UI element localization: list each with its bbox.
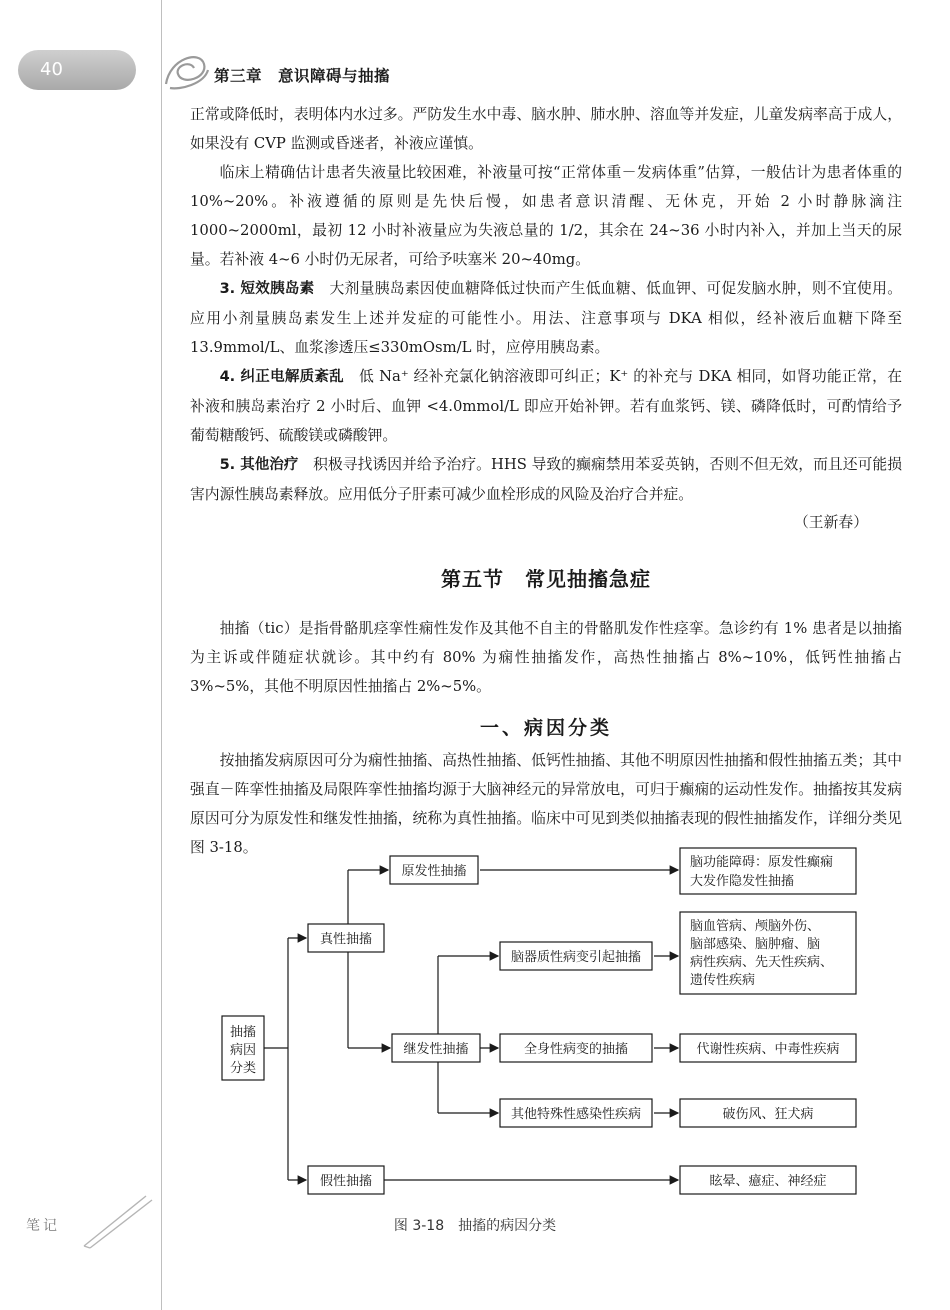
label-false: 假性抽搐 (319, 1174, 373, 1189)
paragraph-fluid-estimate: 临床上精确估计患者失液量比较困难，补液量可按“正常体重－发病体重”估算，一般估计为患者体重的 10%~20%。补液遵循的原则是先快后慢，如患者意识清醒、无休克，开始 2 小时静脉滴注 1000~2000ml，最初 12 小时补液量应为失液总量的 1/2，其余在 24~36 小时内补入，并加上当天的尿量。若补液 4~6 小时仍无尿者，可给予呋塞米 20~40mg。 (190, 164, 902, 268)
author-signature: （王新春） (794, 514, 868, 531)
primary-result-line-1: 脑功能障碍：原发性癫痫 (690, 855, 834, 870)
chapter-title: 第三章 意识障碍与抽搐 (214, 67, 391, 85)
paragraph-other-treatment-text: 积极寻找诱因并给予治疗。HHS 导致的癫痫禁用苯妥英钠，否则不但无效，而且还可能损害内源性胰岛素释放。应用低分子肝素可减少血栓形成的风险及治疗合并症。 (190, 456, 902, 503)
brain-result-line-2: 脑部感染、脑肿瘤、脑 (690, 937, 821, 952)
figure-caption: 图 3-18 抽搐的病因分类 (393, 1218, 557, 1234)
infection-result: 破伤风、狂犬病 (722, 1107, 814, 1122)
etiology-diagram (218, 840, 868, 1200)
page-number-badge (18, 50, 136, 90)
label-brain: 脑器质性病变引起抽搐 (510, 950, 642, 965)
section-title: 第五节 常见抽搐急症 (441, 567, 651, 591)
label-infection: 其他特殊性感染性疾病 (510, 1107, 642, 1122)
notes-label: 笔记 (26, 1218, 60, 1234)
systemic-result: 代谢性疾病、中毒性疾病 (696, 1042, 840, 1057)
false-result: 眩晕、癔症、神经症 (709, 1174, 827, 1189)
primary-result-line-2: 大发作隐发性抽搐 (690, 874, 795, 889)
label-true: 真性抽搐 (319, 932, 373, 947)
swirl-logo-icon (160, 46, 212, 92)
root-line-2: 病因 (229, 1043, 257, 1058)
paragraph-electrolyte-text: 低 Na⁺ 经补充氯化钠溶液即可纠正；K⁺ 的补充与 DKA 相同，如肾功能正常，在补液和胰岛素治疗 2 小时后、血钾 <4.0mmol/L 即应开始补钾。若有血浆钙、镁、磷降低时，可酌情给予葡萄糖酸钙、硫酸镁或磷酸钾。 (190, 368, 902, 444)
root-line-1: 抽搐 (229, 1025, 257, 1040)
pencil-icon (78, 1190, 158, 1250)
heading-other-treatment: 5. 其他治疗 (219, 457, 299, 473)
paragraph-other-treatment (190, 450, 902, 509)
paragraph-continuation: 正常或降低时，表明体内水过多。严防发生水中毒、脑水肿、肺水肿、溶血等并发症，儿童发病率高于成人，如果没有 CVP 监测或昏迷者，补液应谨慎。 (190, 106, 902, 152)
label-systemic: 全身性病变的抽搐 (523, 1042, 629, 1057)
page-number: 40 (40, 59, 63, 80)
subsection-title: 一、病因分类 (479, 717, 612, 739)
paragraph-tic-definition: 抽搐（tic）是指骨骼肌痉挛性痫性发作及其他不自主的骨骼肌发作性痉挛。急诊约有 1% 患者是以抽搐为主诉或伴随症状就诊。其中约有 80% 为痫性抽搐发作，高热性抽搐占 8%~10%，低钙性抽搐占 3%~5%，其他不明原因性抽搐占 2%~5%。 (190, 620, 902, 695)
paragraph-etiology: 按抽搐发病原因可分为痫性抽搐、高热性抽搐、低钙性抽搐、其他不明原因性抽搐和假性抽搐五类；其中强直－阵挛性抽搐及局限阵挛性抽搐均源于大脑神经元的异常放电，可归于癫痫的运动性发作。抽搐按其发病原因可分为原发性和继发性抽搐，统称为真性抽搐。临床中可见到类似抽搐表现的假性抽搐发作，详细分类见图 3-18。 (190, 752, 902, 856)
heading-electrolyte: 4. 纠正电解质紊乱 (219, 369, 344, 385)
paragraph-insulin-text: 大剂量胰岛素因使血糖降低过快而产生低血糖、低血钾、可促发脑水肿，则不宜使用。应用小剂量胰岛素发生上述并发症的可能性小。用法、注意事项与 DKA 相似，经补液后血糖下降至 13.9mmol/L、血浆渗透压≤330mOsm/L 时，应停用胰岛素。 (190, 280, 902, 356)
label-primary: 原发性抽搐 (401, 864, 467, 879)
heading-short-insulin: 3. 短效胰岛素 (219, 281, 315, 297)
page-body (190, 100, 902, 862)
paragraph-electrolyte (190, 362, 902, 450)
brain-result-line-4: 遗传性疾病 (690, 973, 756, 988)
margin-line (161, 0, 162, 1310)
label-secondary: 继发性抽搐 (403, 1042, 469, 1057)
brain-result-line-3: 病性疾病、先天性疾病、 (690, 955, 834, 970)
brain-result-line-1: 脑血管病、颅脑外伤、 (690, 919, 821, 934)
root-line-3: 分类 (229, 1061, 257, 1076)
paragraph-insulin (190, 274, 902, 362)
